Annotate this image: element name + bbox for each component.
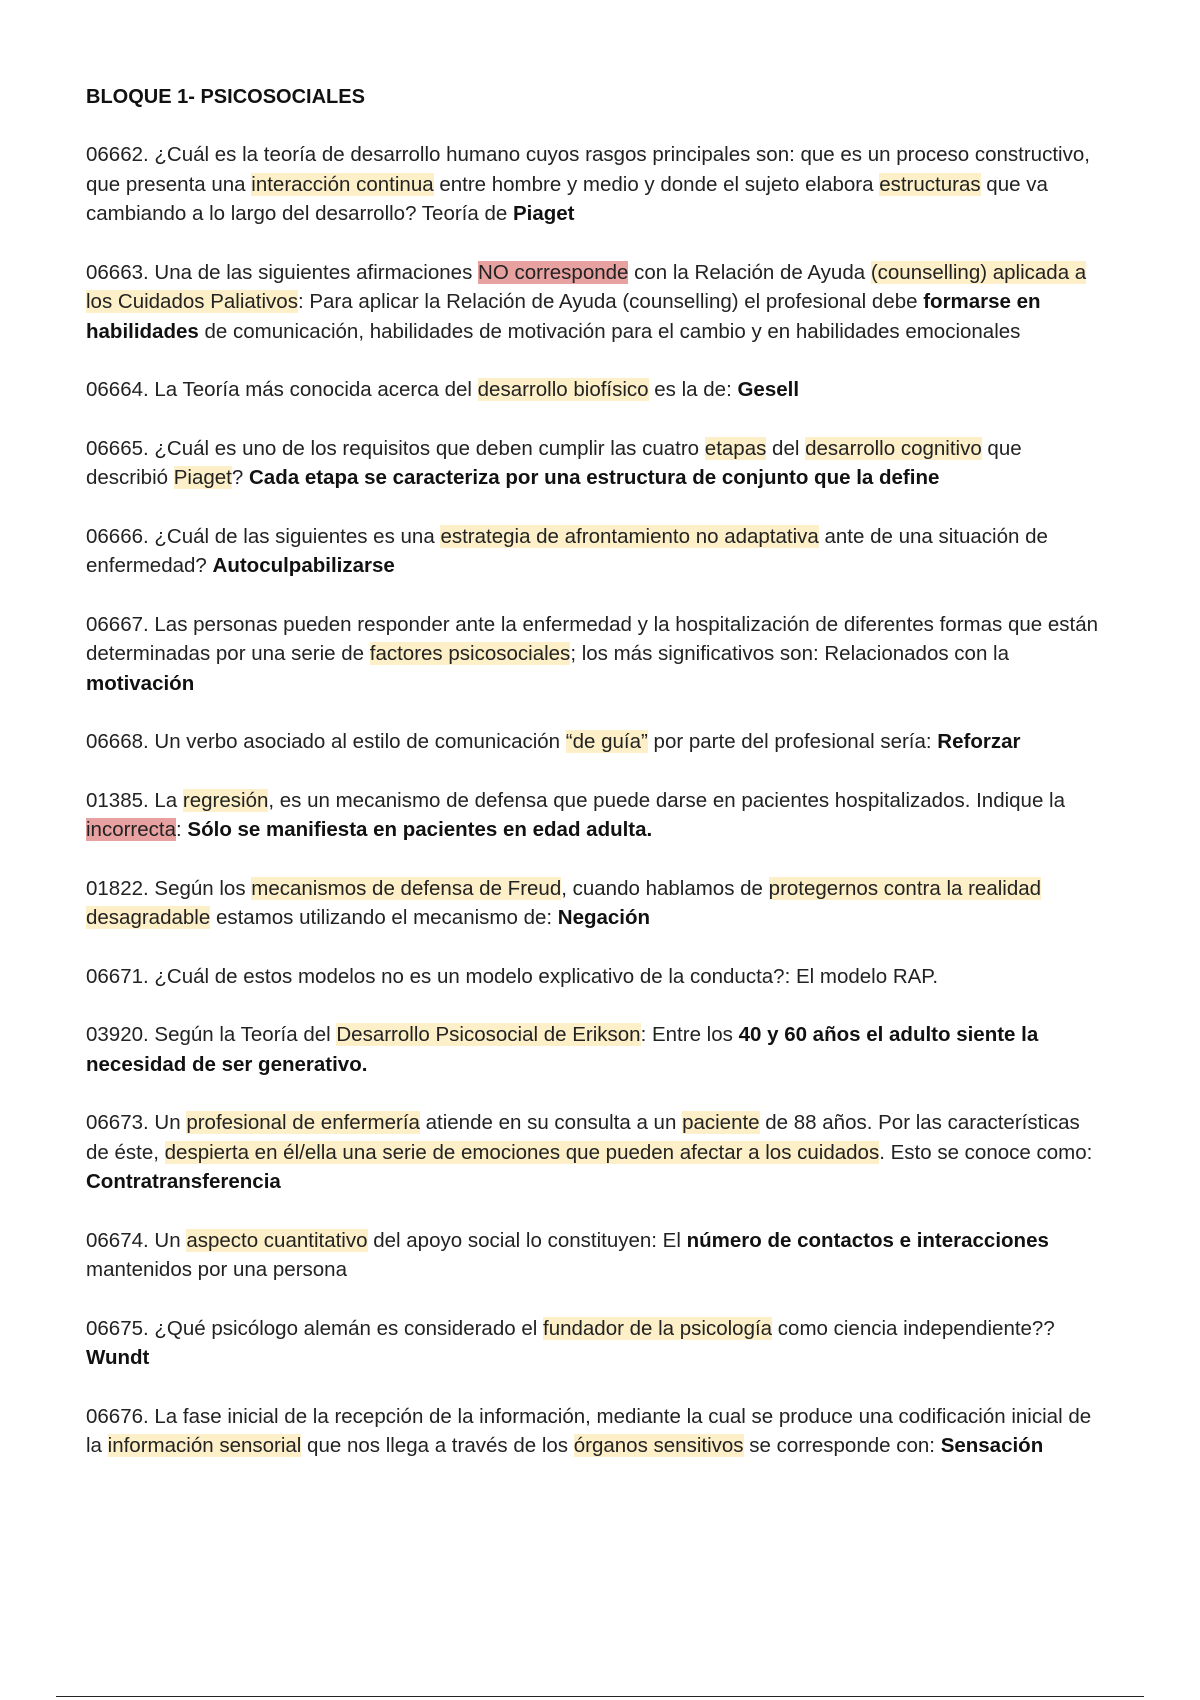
highlight-yellow: estrategia de afrontamiento no adaptativa	[440, 524, 819, 548]
question-item-03920	[86, 1020, 1100, 1079]
highlight-yellow: paciente	[682, 1111, 760, 1134]
text-segment: : Entre los	[640, 1023, 739, 1046]
question-item-06668	[86, 727, 1100, 757]
highlight-yellow: interacción continua	[251, 172, 434, 196]
answer-bold: número de contactos e interacciones	[686, 1228, 1049, 1252]
text-segment: de 88 años. Por las características de éste,	[86, 1111, 1080, 1164]
highlight-yellow: información sensorial	[107, 1434, 302, 1457]
highlight-yellow: protegernos contra la realidad desagradable	[86, 876, 1042, 929]
text-segment: 06667. Las personas pueden responder ante la enfermedad y la hospitalización de diferentes formas que están determinadas por una serie de	[86, 612, 1099, 665]
text-segment: , cuando hablamos de	[561, 876, 769, 900]
text-segment: estamos utilizando el mecanismo de:	[210, 906, 558, 929]
question-item-06675	[86, 1314, 1100, 1373]
text-segment: como ciencia independiente??	[772, 1316, 1055, 1340]
highlight-red: NO corresponde	[478, 260, 629, 284]
highlight-yellow: Desarrollo Psicosocial de Erikson	[336, 1023, 641, 1046]
answer-bold: Gesell	[737, 378, 800, 401]
question-item-06665	[86, 434, 1100, 493]
highlight-yellow: (counselling) aplicada a los Cuidados Paliativos	[86, 260, 1087, 313]
question-item-06673	[86, 1108, 1100, 1197]
answer-bold: Contratransferencia	[86, 1170, 281, 1193]
text-segment: 06671. ¿Cuál de estos modelos no es un modelo explicativo de la conducta?: El modelo RAP.	[86, 964, 939, 988]
highlight-yellow: órganos sensitivos	[573, 1434, 744, 1457]
bottom-divider	[56, 1696, 1144, 1697]
text-segment: con la Relación de Ayuda	[628, 260, 871, 284]
text-segment: entre hombre y medio y donde el sujeto elabora	[433, 172, 880, 196]
text-segment: , es un mecanismo de defensa que puede darse en pacientes hospitalizados. Indique la	[268, 788, 1066, 812]
text-segment: ante de una situación de enfermedad?	[86, 524, 1048, 577]
text-segment: 01385. La	[86, 788, 183, 812]
answer-bold: Sensación	[940, 1434, 1044, 1457]
answer-bold: Negación	[557, 906, 651, 929]
highlight-yellow: desarrollo cognitivo	[805, 436, 982, 460]
highlight-yellow: etapas	[704, 436, 767, 460]
text-segment: 06665. ¿Cuál es uno de los requisitos que deben cumplir las cuatro	[86, 436, 705, 460]
question-item-06674	[86, 1226, 1100, 1285]
text-segment: del apoyo social lo constituyen: El	[367, 1228, 687, 1252]
document-title: BLOQUE 1- PSICOSOCIALES	[86, 86, 365, 108]
answer-bold: Sólo se manifiesta en pacientes en edad adulta.	[187, 818, 653, 841]
question-item-06671	[86, 962, 1100, 992]
text-segment: mantenidos por una persona	[86, 1258, 347, 1281]
highlight-yellow: “de guía”	[565, 730, 648, 753]
text-segment: del	[766, 436, 806, 460]
question-item-01822	[86, 874, 1100, 933]
text-segment: 06666. ¿Cuál de las siguientes es una	[86, 524, 441, 548]
text-segment: atiende en su consulta a un	[419, 1111, 683, 1134]
text-segment: se corresponde con:	[743, 1434, 941, 1457]
text-segment: por parte del profesional sería:	[647, 730, 938, 753]
text-segment: 06662. ¿Cuál es la teoría de desarrollo humano cuyos rasgos principales son: que es un proceso constructivo, que presenta una	[86, 143, 1090, 196]
text-segment: : Para aplicar la Relación de Ayuda (counselling) el profesional debe	[297, 290, 924, 313]
highlight-yellow: Piaget	[173, 466, 232, 489]
answer-bold: Reforzar	[937, 730, 1021, 753]
question-item-06667	[86, 610, 1100, 699]
answer-bold: Piaget	[512, 202, 575, 225]
text-segment: . Esto se conoce como:	[879, 1140, 1093, 1164]
highlight-red: incorrecta	[86, 818, 177, 841]
text-segment: 06675. ¿Qué psicólogo alemán es considerado el	[86, 1316, 543, 1340]
text-segment: ?	[231, 466, 249, 489]
answer-bold: Wundt	[86, 1346, 150, 1369]
highlight-yellow: profesional de enfermería	[186, 1111, 420, 1134]
question-item-06664	[86, 375, 1100, 405]
text-segment: de comunicación, habilidades de motivación para el cambio y en habilidades emocionales	[198, 319, 1021, 343]
question-item-06666	[86, 522, 1100, 581]
answer-bold: formarse en habilidades	[86, 290, 1041, 343]
highlight-yellow: fundador de la psicología	[543, 1316, 773, 1340]
text-segment: 06674. Un	[86, 1228, 187, 1252]
text-segment: :	[176, 818, 188, 841]
highlight-yellow: desarrollo biofísico	[477, 378, 649, 401]
text-segment: que describió	[86, 436, 1022, 489]
answer-bold: motivación	[86, 671, 195, 695]
text-segment: que va cambiando a lo largo del desarrollo? Teoría de	[86, 172, 1048, 225]
highlight-yellow: factores psicosociales	[369, 642, 571, 665]
question-list	[86, 140, 1100, 1461]
text-segment: que nos llega a través de los	[301, 1434, 574, 1457]
text-segment: 06676. La fase inicial de la recepción de la información, mediante la cual se produce una codificación inicial de la	[86, 1404, 1092, 1457]
question-item-06663	[86, 258, 1100, 347]
answer-bold: 40 y 60 años el adulto siente la necesidad de ser generativo.	[86, 1023, 1039, 1076]
highlight-yellow: estructuras	[879, 172, 981, 196]
text-segment: 06663. Una de las siguientes afirmaciones	[86, 260, 479, 284]
answer-bold: Autoculpabilizarse	[212, 554, 395, 577]
highlight-yellow: mecanismos de defensa de Freud	[251, 876, 562, 900]
answer-bold: Cada etapa se caracteriza por una estructura de conjunto que la define	[249, 466, 940, 489]
highlight-yellow: despierta en él/ella una serie de emociones que pueden afectar a los cuidados	[164, 1140, 880, 1164]
question-item-06662	[86, 140, 1100, 229]
text-segment: 01822. Según los	[86, 876, 252, 900]
text-segment: ; los más significativos son: Relacionados con la	[570, 642, 1010, 665]
highlight-yellow: regresión	[182, 788, 269, 812]
question-item-06676	[86, 1402, 1100, 1461]
text-segment: 06664. La Teoría más conocida acerca del	[86, 378, 478, 401]
question-item-01385	[86, 786, 1100, 845]
text-segment: es la de:	[648, 378, 738, 401]
text-segment: 03920. Según la Teoría del	[86, 1023, 337, 1046]
text-segment: 06668. Un verbo asociado al estilo de comunicación	[86, 730, 566, 753]
highlight-yellow: aspecto cuantitativo	[186, 1228, 368, 1252]
text-segment: 06673. Un	[86, 1111, 187, 1134]
